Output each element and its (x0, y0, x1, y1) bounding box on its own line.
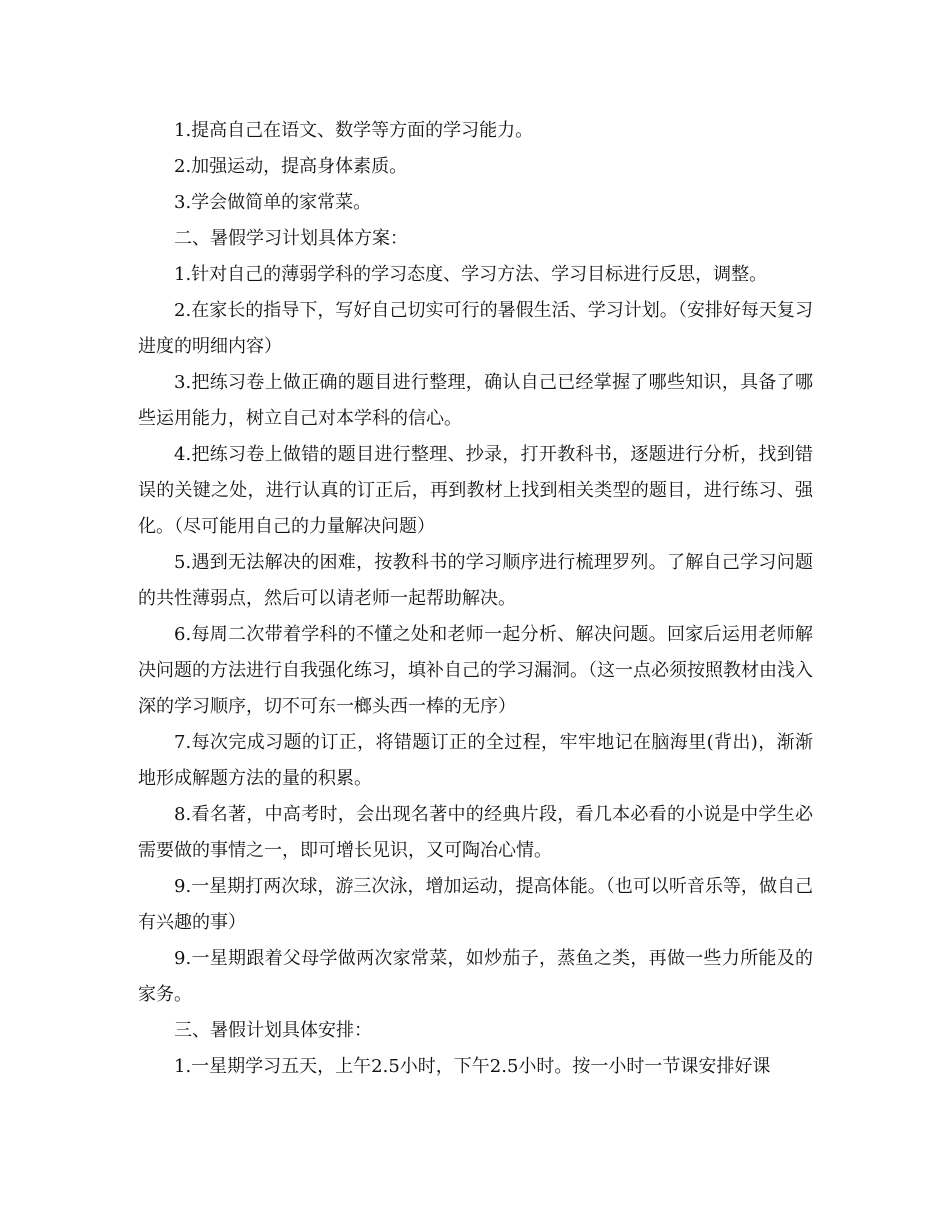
schedule-item-1: 1.一星期学习五天，上午2.5小时，下午2.5小时。按一小时一节课安排好课 (174, 1056, 771, 1077)
plan-item-1: 1.针对自己的薄弱学科的学习态度、学习方法、学习目标进行反思，调整。 (174, 264, 768, 285)
goal-item-3: 3.学会做简单的家常菜。 (174, 192, 372, 213)
plan-item-6: 6.每周二次带着学科的不懂之处和老师一起分析、解决问题。回家后运用老师解决问题的方法进行自我强化练习，填补自己的学习漏洞。（这一点必须按照教材由浅入深的学习顺序，切不可东一榔头西一棒的无序） (138, 624, 813, 717)
document-body (138, 113, 813, 1085)
plan-item-3: 3.把练习卷上做正确的题目进行整理，确认自己已经掌握了哪些知识，具备了哪些运用能力，树立自己对本学科的信心。 (138, 372, 813, 429)
plan-item-5: 5.遇到无法解决的困难，按教科书的学习顺序进行梳理罗列。了解自己学习问题的共性薄弱点，然后可以请老师一起帮助解决。 (138, 552, 813, 609)
plan-item-9b: 9.一星期跟着父母学做两次家常菜，如炒茄子，蒸鱼之类，再做一些力所能及的家务。 (138, 948, 813, 1005)
plan-item-8: 8.看名著，中高考时，会出现名著中的经典片段，看几本必看的小说是中学生必需要做的事情之一，即可增长见识，又可陶冶心情。 (138, 804, 813, 861)
plan-item-9a: 9.一星期打两次球，游三次泳，增加运动，提高体能。（也可以听音乐等，做自己有兴趣的事） (138, 876, 813, 933)
plan-item-4: 4.把练习卷上做错的题目进行整理、抄录，打开教科书，逐题进行分析，找到错误的关键之处，进行认真的订正后，再到教材上找到相关类型的题目，进行练习、强化。（尽可能用自己的力量解决问题） (138, 444, 813, 537)
section-heading-2: 二、暑假学习计划具体方案： (174, 228, 408, 249)
plan-item-2: 2.在家长的指导下，写好自己切实可行的暑假生活、学习计划。（安排好每天复习进度的明细内容） (138, 300, 813, 357)
goal-item-1: 1.提高自己在语文、数学等方面的学习能力。 (174, 120, 534, 141)
section-heading-3: 三、暑假计划具体安排： (174, 1020, 372, 1041)
plan-item-7: 7.每次完成习题的订正，将错题订正的全过程，牢牢地记在脑海里(背出)，渐渐地形成解题方法的量的积累。 (138, 732, 813, 789)
goal-item-2: 2.加强运动，提高身体素质。 (174, 156, 408, 177)
